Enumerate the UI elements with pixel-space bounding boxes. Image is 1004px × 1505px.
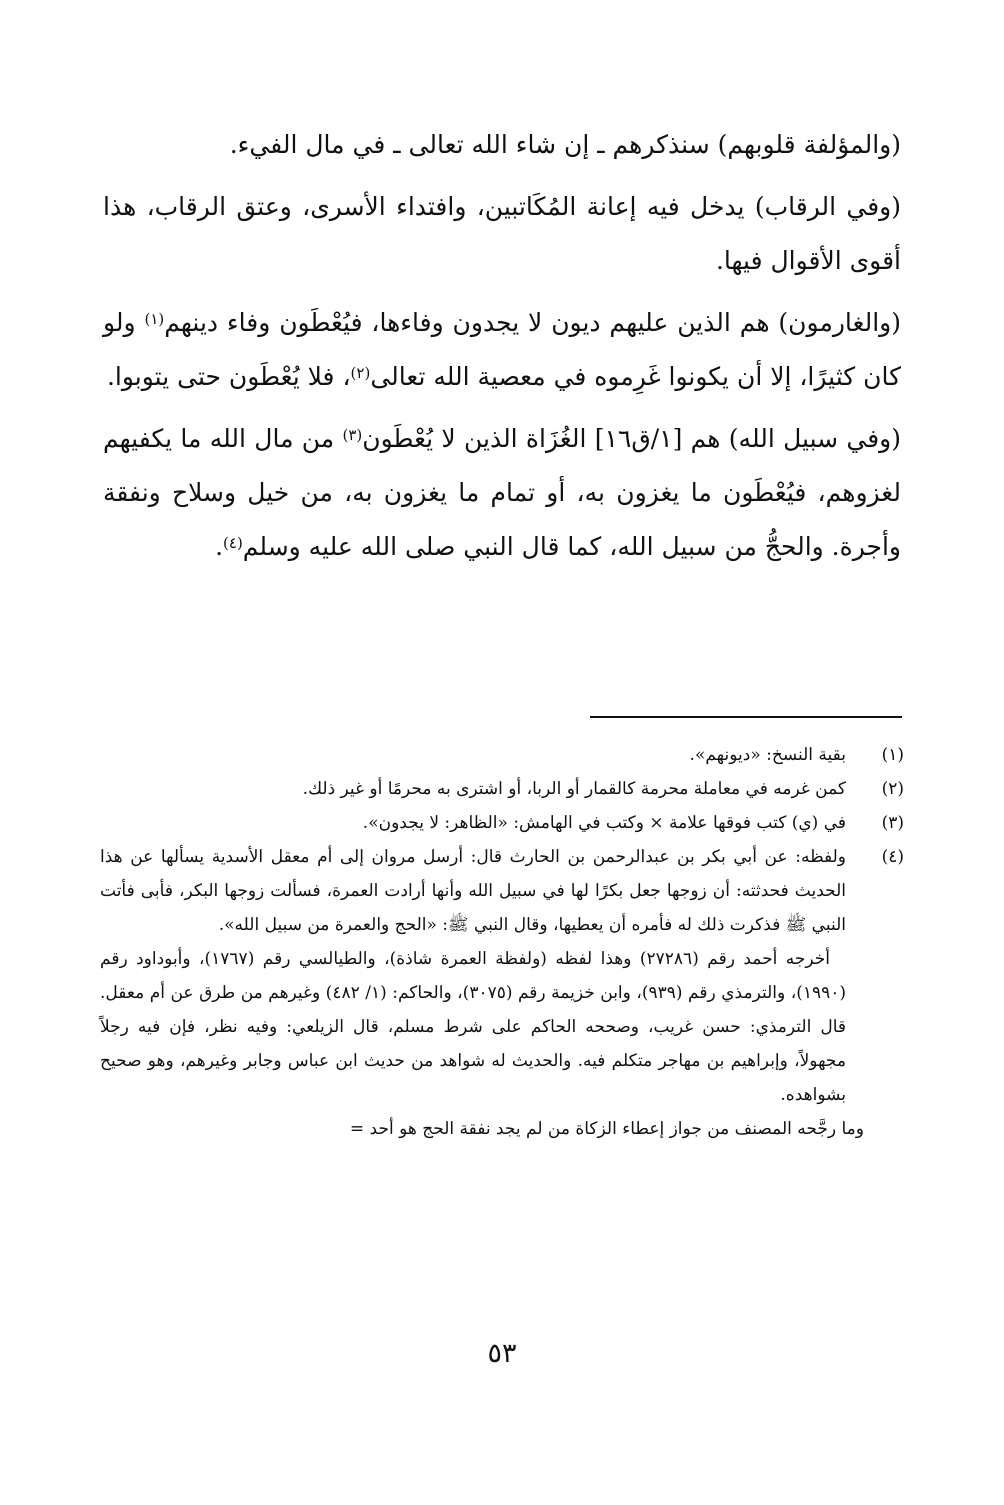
footnote-4: [100, 840, 904, 942]
footnote-divider: [590, 716, 902, 718]
footnote-number: (٤): [881, 847, 904, 867]
paragraph-text: من مال الله ما يكفيهم لغزوهم، فيُعْطَون ما يغزون به، أو تمام ما يغزون به، من خيل وسلاح ونفقة وأجرة. والحجُّ من سبيل الله، كما قال النبي صلى الله عليه وسلم: [103, 424, 901, 561]
footnote-ref-4[interactable]: (٤): [223, 534, 243, 552]
paragraph-text: ولو كان كثيرًا، إلا أن يكونوا غَرِموه في معصية الله تعالى: [103, 308, 901, 391]
paragraph-text: ، فلا يُعْطَون حتى يتوبوا.: [106, 362, 351, 391]
paragraph-riqab: (وفي الرقاب) يدخل فيه إعانة المُكَاتبين، وافتداء الأسرى، وعتق الرقاب، هذا أقوى الأقوال فيها.: [103, 192, 901, 275]
paragraph-text: .: [215, 532, 224, 561]
footnote-3: [100, 806, 904, 840]
paragraph-text: (وفي سبيل الله) هم [١/ق١٦] الغُزَاة الذين لا يُعْطَون: [362, 424, 901, 453]
paragraph-text: (والغارمون) هم الذين عليهم ديون لا يجدون وفاءها، فيُعْطَون وفاء دينهم: [164, 308, 901, 337]
footnote-text: ولفظه: عن أبي بكر بن عبدالرحمن بن الحارث قال: أرسل مروان إلى أم معقل الأسدية يسألها عن هذا الحديث فحدثته: أن زوجها جعل بكرًا لها في سبيل الله وأنها أرادت العمرة، فسألت زوجها البكر، فأبى فأتت النبي ﷺ فذكرت ذلك له فأمره أن يعطيها، وقال النبي ﷺ: «الحج والعمرة من سبيل الله».: [100, 847, 846, 935]
footnote-ref-2[interactable]: (٢): [350, 364, 371, 382]
footnote-ref-3[interactable]: (٣): [342, 426, 363, 444]
footnote-number: (١): [881, 745, 904, 765]
footnote-text: كمن غرمه في معاملة محرمة كالقمار أو الربا، أو اشترى به محرمًا أو غير ذلك.: [302, 779, 846, 799]
paragraph-muallafa: (والمؤلفة قلوبهم) سنذكرهم ـ إن شاء الله تعالى ـ في مال الفيء.: [229, 130, 901, 159]
paragraph-gharimun: [103, 296, 901, 404]
footnote-2: [100, 772, 904, 806]
footnote-number: (٣): [881, 813, 904, 833]
main-text: [103, 118, 901, 582]
footnote-text: بقية النسخ: «ديونهم».: [689, 745, 846, 765]
footnotes: [100, 738, 904, 1146]
footnote-text: في (ي) كتب فوقها علامة × وكتب في الهامش: «الظاهر: لا يجدون».: [362, 813, 846, 833]
continued-note-text: وما رجَّحه المصنف من جواز إعطاء الزكاة من لم يجد نفقة الحج هو أحد =: [349, 1119, 864, 1139]
footnote-1: [100, 738, 904, 772]
takhrij-text: أخرجه أحمد رقم (٢٧٢٨٦) وهذا لفظه (ولفظة العمرة شاذة)، والطيالسي رقم (١٧٦٧)، وأبوداود رقم (١٩٩٠)، والترمذي رقم (٩٣٩)، وابن خزيمة رقم (٣٠٧٥)، والحاكم: (١/ ٤٨٢) وغيرهم من طرق عن أم معقل. قال الترمذي: حسن غريب، وصححه الحاكم على شرط مسلم، قال الزيلعي: وفيه نظر، فإن فيه رجلاً مجهولاً، وإبراهيم بن مهاجر متكلم فيه. والحديث له شواهد من حديث ابن عباس وجابر وغيرهم، وهو صحيح بشواهده.: [100, 949, 847, 1105]
paragraph-sabil-allah: [103, 412, 901, 574]
page-number: ٥٣: [487, 1338, 517, 1369]
footnote-ref-1[interactable]: (١): [144, 310, 165, 328]
footnote-number: (٢): [881, 779, 904, 799]
footnote-4-continuation: [100, 942, 904, 1146]
